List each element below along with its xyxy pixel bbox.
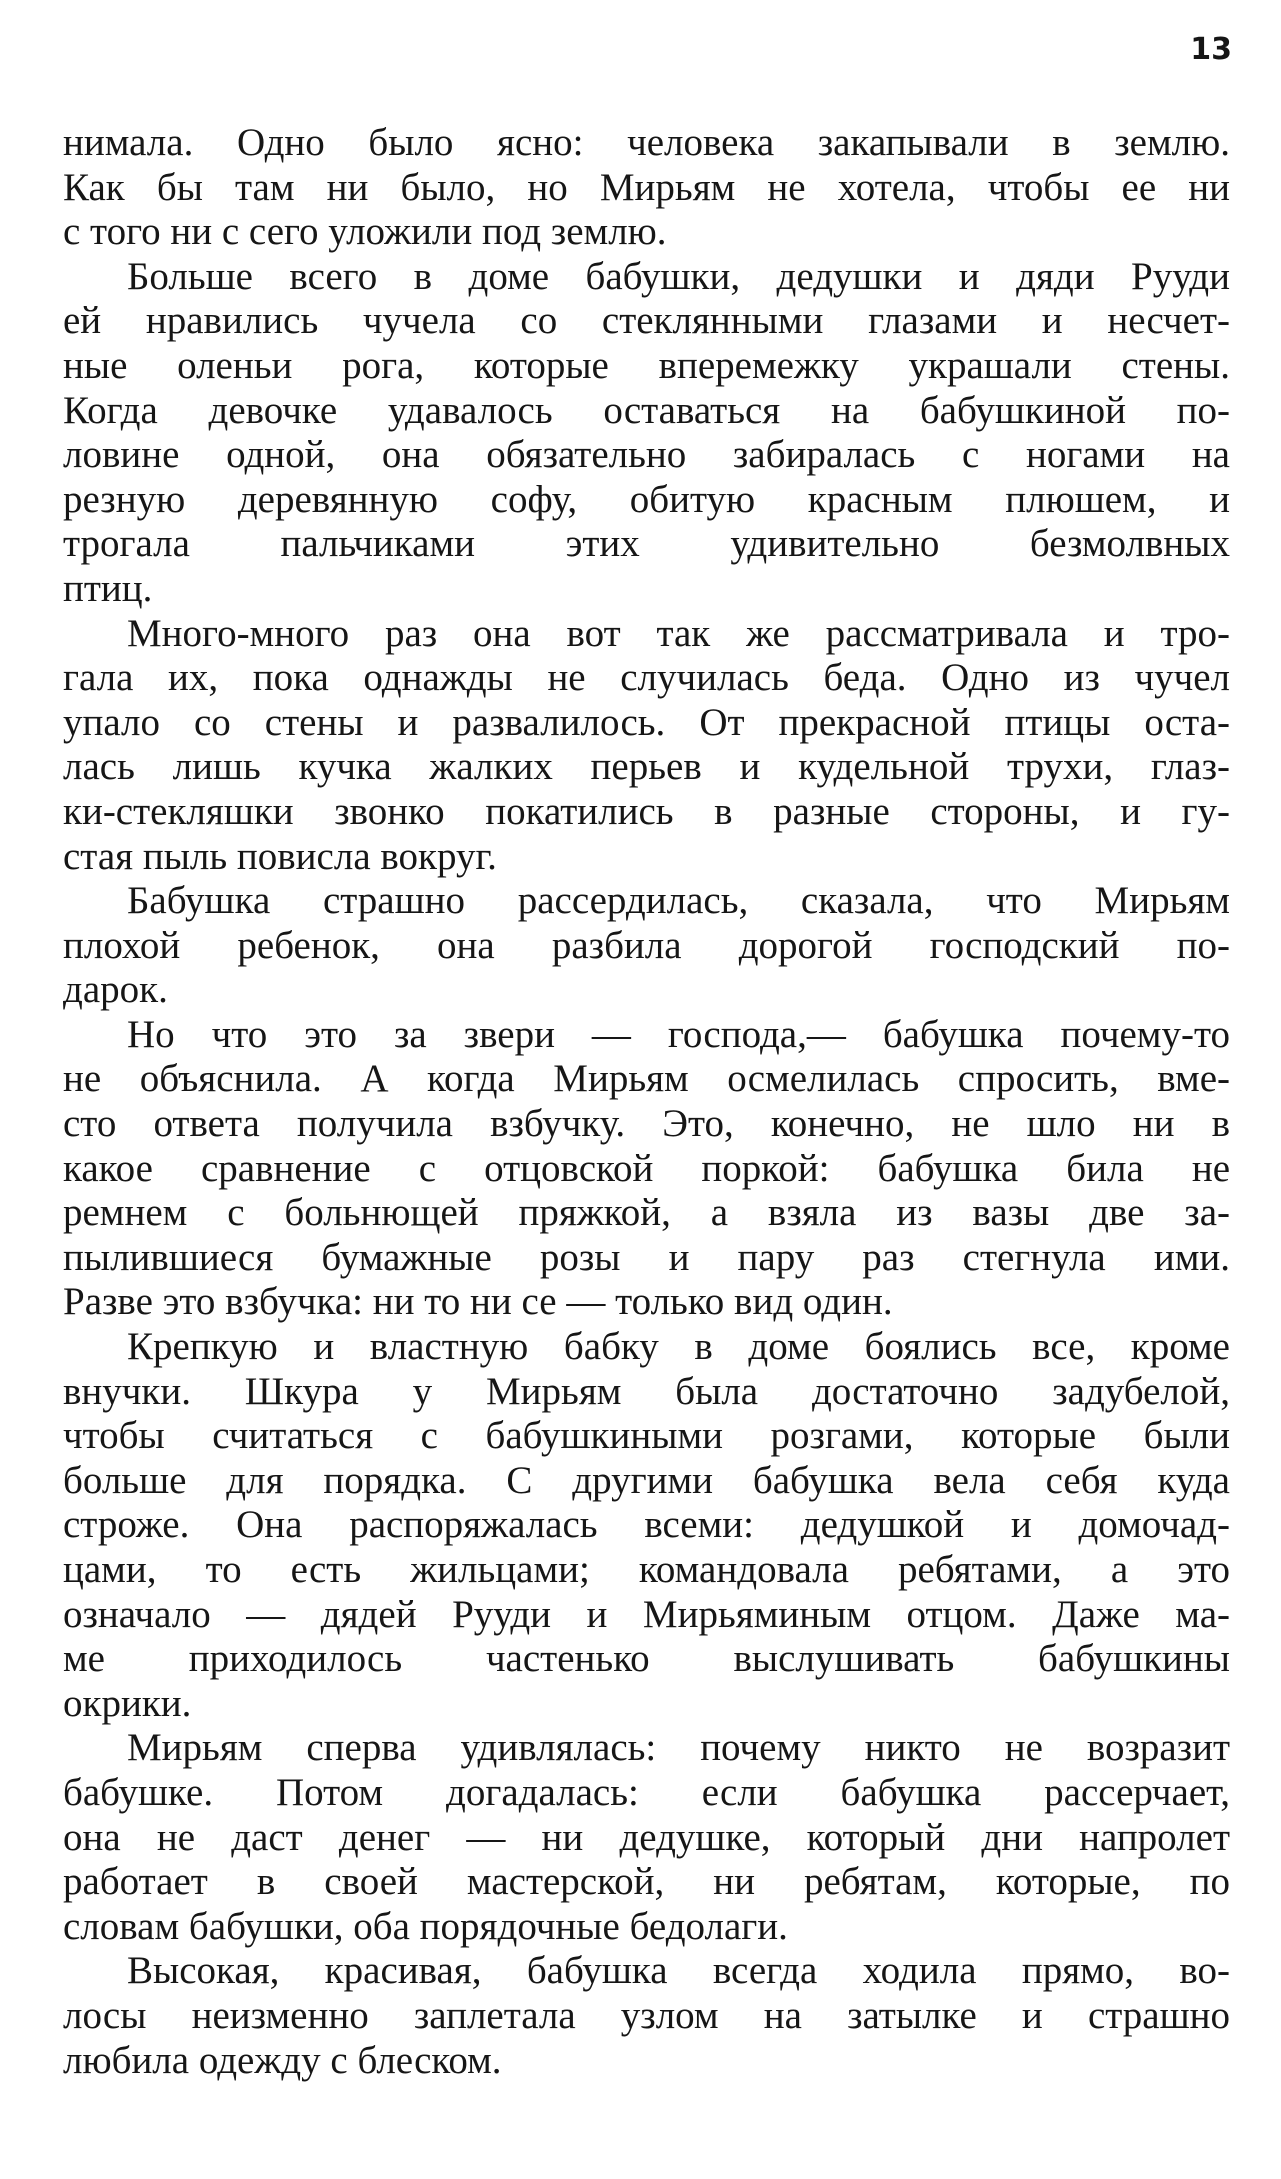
text-line: какое сравнение с отцовской поркой: бабушка била не: [63, 1146, 1230, 1190]
text-line: означало — дядей Рууди и Мирьяминым отцом. Даже ма-: [63, 1592, 1230, 1636]
paragraph: [63, 1949, 1230, 2083]
text-line: нимала. Одно было ясно: человека закапывали в землю.: [63, 121, 1230, 164]
text-line: ловине одной, она обязательно забиралась с ногами на: [63, 433, 1230, 477]
text-line: гала их, пока однажды не случилась беда. Одно из чучел: [63, 656, 1230, 700]
text-line: Крепкую и властную бабку в доме боялись все, кроме: [127, 1325, 1230, 1369]
text-line: резную деревянную софу, обитую красным плюшем, и: [63, 477, 1230, 521]
text-line: плохой ребенок, она разбила дорогой господский по-: [63, 923, 1230, 967]
text-line: Как бы там ни было, но Мирьям не хотела, чтобы ее ни: [63, 165, 1230, 209]
text-line: стая пыль повисла вокруг.: [63, 834, 497, 878]
paragraph: [63, 1325, 1230, 1726]
text-line: Когда девочке удавалось оставаться на бабушкиной по-: [63, 388, 1230, 432]
text-line: строже. Она распоряжалась всеми: дедушкой и домочад-: [63, 1503, 1230, 1547]
text-line: Больше всего в доме бабушки, дедушки и дяди Рууди: [127, 254, 1230, 298]
text-line: лосы неизменно заплетала узлом на затылке и страшно: [63, 1993, 1230, 2037]
paragraph: [63, 121, 1230, 255]
text-line: Разве это взбучка: ни то ни се — только вид один.: [63, 1280, 893, 1324]
text-line: дарок.: [63, 968, 168, 1012]
text-line: внучки. Шкура у Мирьям была достаточно задубелой,: [63, 1369, 1230, 1413]
paragraph: [63, 879, 1230, 1013]
text-line: Высокая, красивая, бабушка всегда ходила прямо, во-: [127, 1949, 1230, 1993]
body-text: [63, 121, 1230, 2083]
text-line: ремнем с больнющей пряжкой, а взяла из вазы две за-: [63, 1191, 1230, 1235]
text-line: не объяснила. А когда Мирьям осмелилась спросить, вме-: [63, 1057, 1230, 1101]
paragraph: [63, 255, 1230, 612]
text-line: ные оленьи рога, которые вперемежку украшали стены.: [63, 343, 1230, 387]
text-line: бабушке. Потом догадалась: если бабушка рассерчает,: [63, 1770, 1230, 1814]
text-line: ки-стекляшки звонко покатились в разные стороны, и гу-: [63, 789, 1230, 833]
page-number: 13: [1190, 32, 1232, 67]
text-line: ме приходилось частенько выслушивать бабушкины: [63, 1637, 1230, 1681]
text-line: Но что это за звери — господа,— бабушка почему-то: [127, 1012, 1230, 1056]
text-line: ей нравились чучела со стеклянными глазами и несчет-: [63, 299, 1230, 343]
text-line: любила одежду с блеском.: [63, 2038, 502, 2082]
text-line: пылившиеся бумажные розы и пару раз стегнула ими.: [63, 1235, 1230, 1279]
text-line: упало со стены и развалилось. От прекрасной птицы оста-: [63, 700, 1230, 744]
text-line: словам бабушки, оба порядочные бедолаги.: [63, 1904, 788, 1948]
paragraph: [63, 1726, 1230, 1949]
text-line: лась лишь кучка жалких перьев и кудельной трухи, глаз-: [63, 745, 1230, 789]
text-line: Мирьям сперва удивлялась: почему никто не возразит: [127, 1726, 1230, 1770]
text-line: она не даст денег — ни дедушке, который дни напролет: [63, 1815, 1230, 1859]
text-line: птиц.: [63, 566, 153, 610]
text-line: трогала пальчиками этих удивительно безмолвных: [63, 522, 1230, 566]
text-line: окрики.: [63, 1681, 192, 1725]
text-line: чтобы считаться с бабушкиными розгами, которые были: [63, 1414, 1230, 1458]
text-line: цами, то есть жильцами; командовала ребятами, а это: [63, 1548, 1230, 1591]
paragraph: [63, 612, 1230, 880]
text-line: больше для порядка. С другими бабушка вела себя куда: [63, 1458, 1230, 1502]
paragraph: [63, 1013, 1230, 1325]
text-line: работает в своей мастерской, ни ребятам, которые, по: [63, 1860, 1230, 1904]
text-line: с того ни с сего уложили под землю.: [63, 210, 667, 254]
text-line: Бабушка страшно рассердилась, сказала, что Мирьям: [127, 879, 1230, 923]
text-line: сто ответа получила взбучку. Это, конечно, не шло ни в: [63, 1102, 1230, 1146]
text-line: Много-много раз она вот так же рассматривала и тро-: [127, 611, 1230, 655]
